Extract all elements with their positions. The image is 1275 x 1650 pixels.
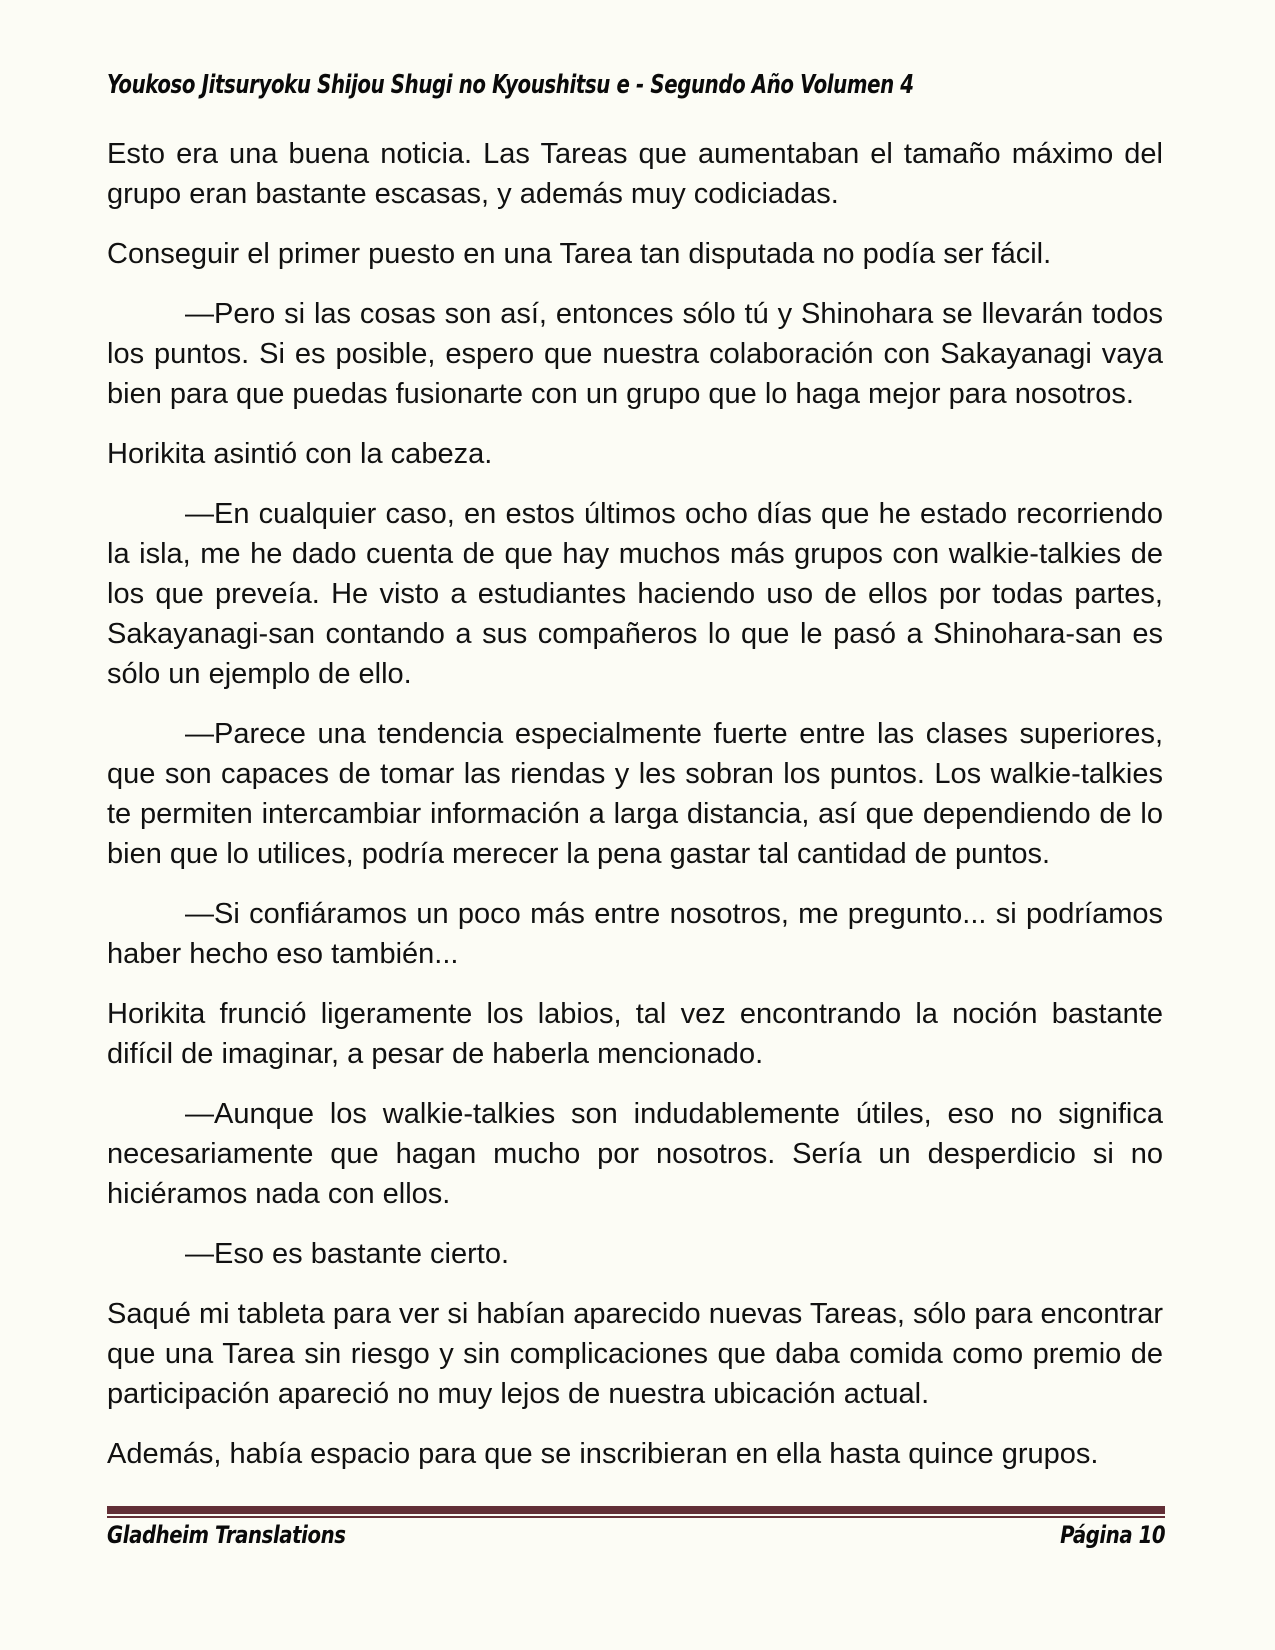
dialogue-paragraph: —Pero si las cosas son así, entonces sólo tú y Shinohara se llevarán todos los puntos. Si es posible, espero que nuestra colaboración con Sakayanagi vaya bien para que puedas fusionarte con un grupo que lo haga mejor para nosotros. xyxy=(107,298,1163,410)
dialogue-paragraph: —Parece una tendencia especialmente fuerte entre las clases superiores, que son capaces de tomar las riendas y les sobran los puntos. Los walkie-talkies te permiten intercambiar información a larga distancia, así que dependiendo de lo bien que lo utilices, podría merecer la pena gastar tal cantidad de puntos. xyxy=(107,718,1163,870)
footer-divider-thick-line xyxy=(107,1506,1165,1514)
paragraph: Esto era una buena noticia. Las Tareas que aumentaban el tamaño máximo del grupo eran bastante escasas, y además muy codiciadas. xyxy=(107,138,1163,210)
page-footer xyxy=(107,1521,1165,1549)
footer-divider xyxy=(107,1506,1165,1518)
paragraph: Además, había espacio para que se inscribieran en ella hasta quince grupos. xyxy=(107,1438,1099,1470)
paragraph: Horikita frunció ligeramente los labios, tal vez encontrando la noción bastante difícil de imaginar, a pesar de haberla mencionado. xyxy=(107,998,1163,1070)
dialogue-paragraph: —Si confiáramos un poco más entre nosotros, me pregunto... si podríamos haber hecho eso también... xyxy=(107,898,1163,970)
header-title: Youkoso Jitsuryoku Shijou Shugi no Kyoushitsu e - Segundo Año Volumen 4 xyxy=(107,70,914,100)
paragraph: Conseguir el primer puesto en una Tarea tan disputada no podía ser fácil. xyxy=(107,238,1052,270)
footer-page-number: Página 10 xyxy=(1059,1521,1165,1549)
dialogue-paragraph: —Eso es bastante cierto. xyxy=(185,1238,509,1270)
paragraph: Horikita asintió con la cabeza. xyxy=(107,438,493,470)
dialogue-paragraph: —En cualquier caso, en estos últimos ocho días que he estado recorriendo la isla, me he dado cuenta de que hay muchos más grupos con walkie-talkies de los que preveía. He visto a estudiantes haciendo uso de ellos por todas partes, Sakayanagi-san contando a sus compañeros lo que le pasó a Shinohara-san es sólo un ejemplo de ello. xyxy=(107,498,1163,690)
page-header xyxy=(107,70,1163,100)
paragraph: Saqué mi tableta para ver si habían aparecido nuevas Tareas, sólo para encontrar que una Tarea sin riesgo y sin complicaciones que daba comida como premio de participación apareció no muy lejos de nuestra ubicación actual. xyxy=(107,1298,1163,1410)
footer-translator-name: Gladheim Translations xyxy=(107,1521,346,1549)
footer-divider-thin-line xyxy=(107,1516,1165,1518)
document-body xyxy=(107,134,1163,1494)
dialogue-paragraph: —Aunque los walkie-talkies son indudablemente útiles, eso no significa necesariamente que hagan mucho por nosotros. Sería un desperdicio si no hiciéramos nada con ellos. xyxy=(107,1098,1163,1210)
